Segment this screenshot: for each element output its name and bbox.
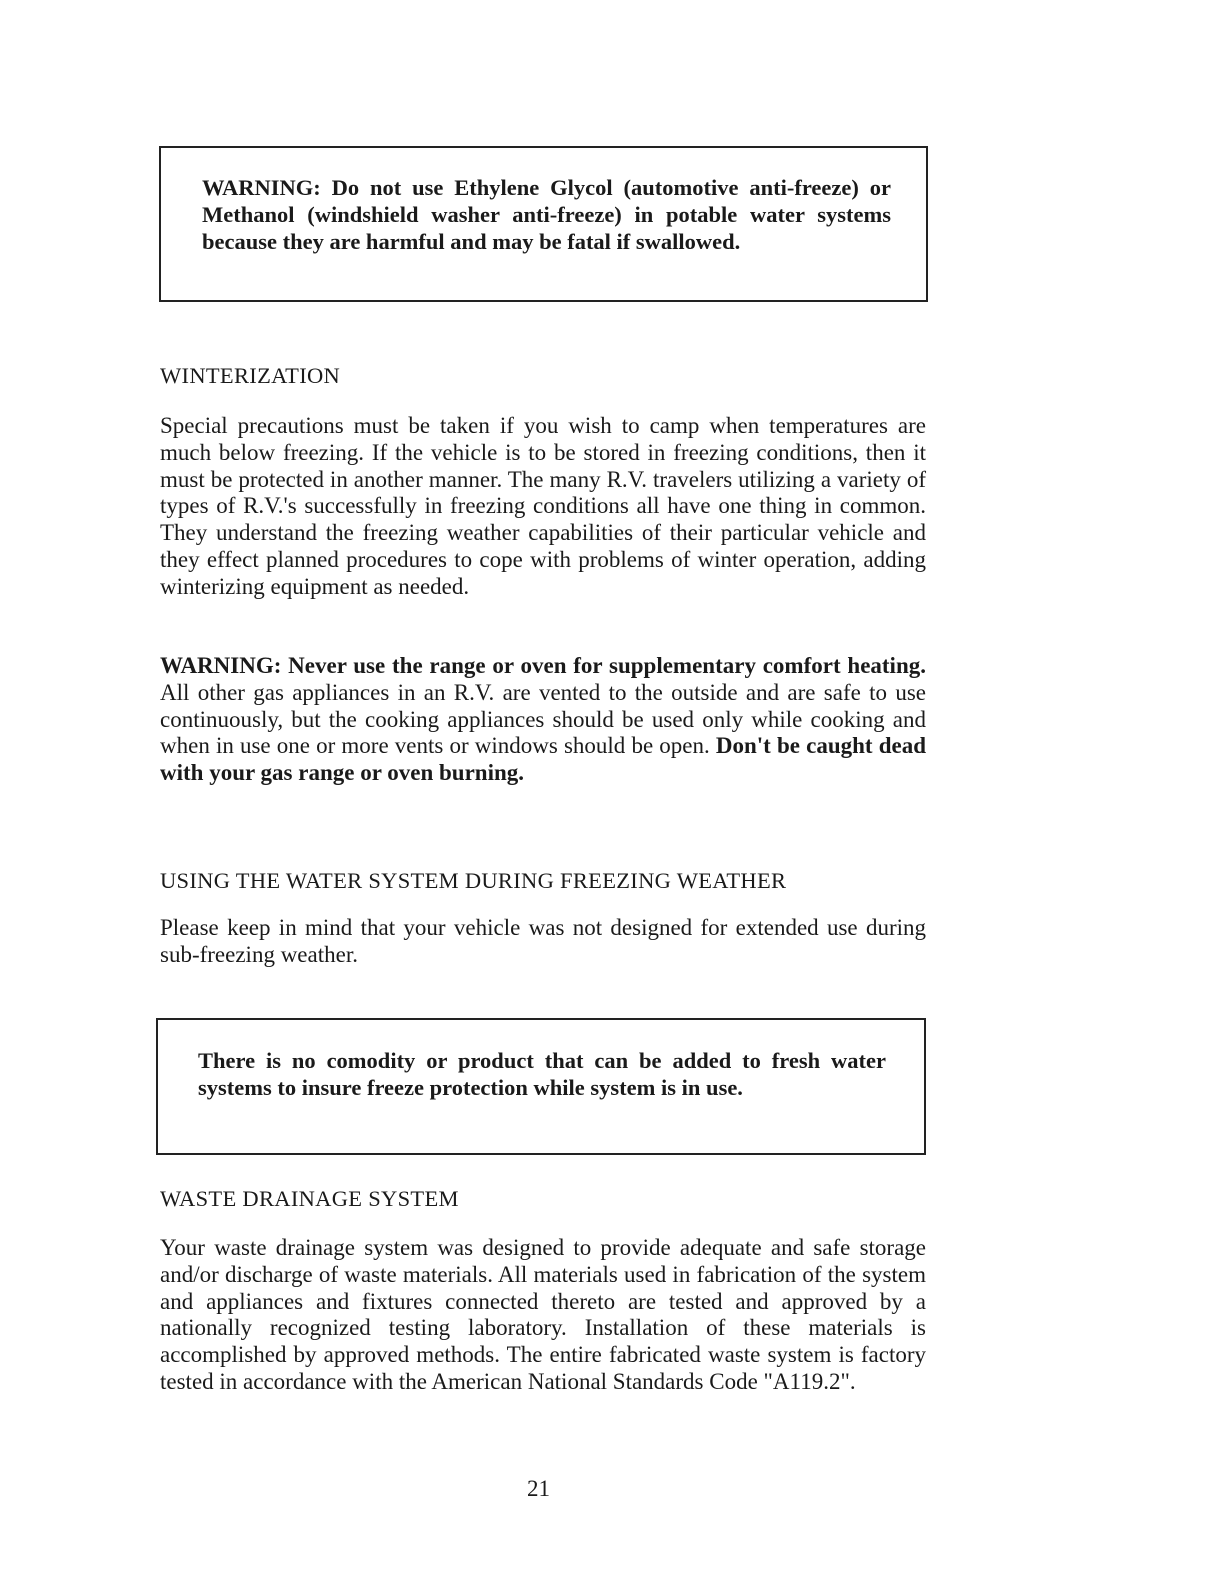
water-system-paragraph: Please keep in mind that your vehicle was not designed for extended use during sub-freezing weather.: [160, 915, 926, 967]
waste-drainage-heading: WASTE DRAINAGE SYSTEM: [160, 1186, 459, 1211]
waste-drainage-paragraph: Your waste drainage system was designed to provide adequate and safe storage and/or discharge of waste materials. All materials used in fabrication of the system and appliances and fixtures connected thereto are tested and approved by a nationally recognized testing laboratory. Installation of these materials is accomplished by approved methods. The entire fabricated waste system is factory tested in accordance with the American National Standards Code "A119.2".: [160, 1235, 926, 1394]
freeze-protection-notice-box: [156, 1018, 926, 1155]
ethylene-glycol-warning-box: [159, 146, 928, 302]
range-oven-warning-body: All other gas appliances in an R.V. are vented to the outside and are safe to use continuously, but the cooking appliances should be used only while cooking and when in use one or more vents or windows should be open.: [160, 679, 926, 759]
water-system-heading: USING THE WATER SYSTEM DURING FREEZING WEATHER: [160, 868, 787, 893]
ethylene-glycol-warning-text: WARNING: Do not use Ethylene Glycol (automotive anti-freeze) or Methanol (windshield washer anti-freeze) in potable water systems because they are harmful and may be fatal if swallowed.: [202, 175, 891, 254]
winterization-paragraph: Special precautions must be taken if you wish to camp when temperatures are much below freezing. If the vehicle is to be stored in freezing conditions, then it must be protected in another manner. The many R.V. travelers utilizing a variety of types of R.V.'s successfully in freezing conditions all have one thing in common. They understand the freezing weather capabilities of their particular vehicle and they effect planned procedures to cope with problems of winter operation, adding winterizing equipment as needed.: [160, 413, 926, 599]
range-oven-warning-lead: WARNING: Never use the range or oven for supplementary comfort heating.: [160, 653, 926, 678]
winterization-heading: WINTERIZATION: [160, 363, 341, 388]
freeze-protection-notice-text: There is no comodity or product that can be added to fresh water systems to insure freeze protection while system is in use.: [198, 1048, 886, 1100]
page-number: 21: [527, 1476, 550, 1501]
range-oven-warning-tail: Don't be caught dead with your gas range or oven burning.: [160, 733, 926, 786]
range-oven-warning: [160, 653, 926, 787]
